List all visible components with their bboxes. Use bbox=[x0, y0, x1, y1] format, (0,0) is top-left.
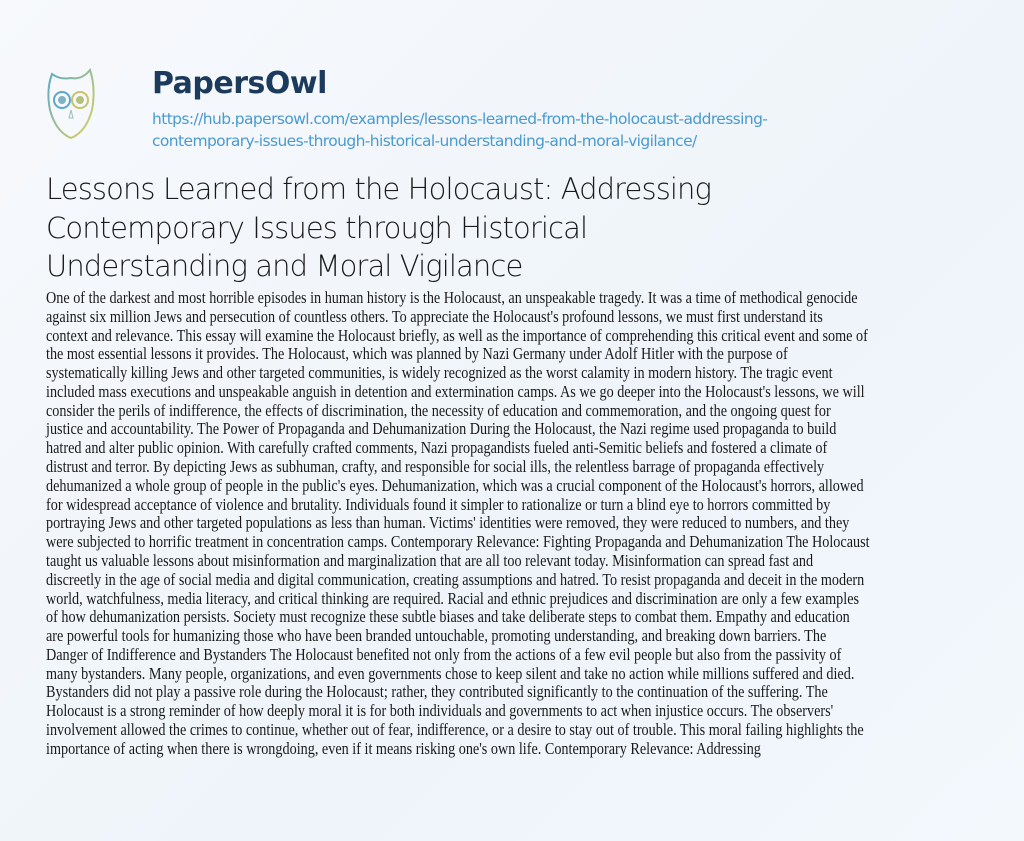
essay-line: consider the perils of indifference, the effects of discrimination, the necessity of education and commemoration, and the ongoing quest for bbox=[46, 400, 831, 420]
essay-line: included mass executions and unspeakable anguish in detention and extermination camps. As we go deeper into the Holocaust's lessons, we will bbox=[46, 381, 865, 401]
essay-line: portraying Jews and other targeted populations as less than human. Victims' identities were removed, they were reduced to numbers, and they bbox=[46, 513, 850, 533]
essay-line: of how dehumanization persists. Society must recognize these subtle biases and take deliberate steps to combat them. Empathy and education bbox=[46, 607, 850, 627]
url-line: https://hub.papersowl.com/examples/lessons-learned-from-the-holocaust-addressing- bbox=[152, 110, 768, 128]
brand-name: PapersOwl bbox=[152, 66, 327, 101]
essay-line: against six million Jews and persecution of countless others. To appreciate the Holocaust's profound lessons, we must first understand its bbox=[46, 306, 823, 326]
essay-line: the most essential lessons it provides. The Holocaust, which was planned by Nazi Germany under Adolf Hitler with the purpose of bbox=[46, 344, 788, 364]
essay-line: taught us valuable lessons about misinformation and marginalization that are all too relevant today. Misinformation can spread fast and bbox=[46, 550, 814, 570]
essay-line: Bystanders did not play a passive role during the Holocaust; rather, they contributed significantly to the continuation of the suffering. The bbox=[46, 682, 828, 702]
page-title bbox=[46, 170, 711, 286]
essay-line: dehumanized a whole group of people in the public's eyes. Dehumanization, which was a crucial component of the Holocaust's horrors, allowed bbox=[46, 475, 864, 495]
title-line: Contemporary Issues through Historical bbox=[46, 210, 588, 245]
essay-line: are powerful tools for humanizing those who have been branded untouchable, promoting understanding, and breaking down barriers. The bbox=[46, 626, 827, 646]
essay-line: involvement allowed the crimes to continue, whether out of fear, indifference, or a desire to stay out of trouble. This moral failing highlights the bbox=[46, 719, 864, 739]
url-line: contemporary-issues-through-historical-understanding-and-moral-vigilance/ bbox=[152, 132, 697, 150]
essay-line: were subjected to horrific treatment in concentration camps. Contemporary Relevance: Fighting Propaganda and Dehumanization The Holocaust bbox=[46, 532, 870, 552]
essay-line: importance of acting when there is wrongdoing, even if it means risking one's own life. Contemporary Relevance: Addressing bbox=[46, 738, 761, 758]
source-url-link[interactable] bbox=[152, 108, 767, 152]
essay-line: Danger of Indifference and Bystanders The Holocaust benefited not only from the actions of a few evil people but also from the passivity of bbox=[46, 644, 842, 664]
essay-line: Holocaust is a strong reminder of how deeply moral it is for both individuals and governments to act when injustice occurs. The observers' bbox=[46, 701, 834, 721]
essay-line: world, watchfulness, media literacy, and critical thinking are required. Racial and ethnic prejudices and discrimination are only a few examples bbox=[46, 588, 860, 608]
essay-line: hatred and alter public opinion. With carefully crafted comments, Nazi propagandists fueled anti-Semitic beliefs and fostered a climate of bbox=[46, 438, 828, 458]
essay-line: many bystanders. Many people, organizations, and even governments chose to keep silent and take no action while millions suffered and died. bbox=[46, 663, 855, 683]
essay-line: distrust and terror. By depicting Jews as subhuman, crafty, and responsible for social ills, the relentless barrage of propaganda effectively bbox=[46, 457, 825, 477]
papersowl-logo-icon bbox=[46, 66, 96, 142]
essay-body bbox=[46, 289, 870, 759]
essay-line: context and relevance. This essay will examine the Holocaust briefly, as well as the importance of comprehending this critical event and some of bbox=[46, 325, 868, 345]
essay-line: justice and accountability. The Power of Propaganda and Dehumanization During the Holocaust, the Nazi regime used propaganda to build bbox=[46, 419, 837, 439]
title-line: Lessons Learned from the Holocaust: Addressing bbox=[46, 172, 712, 206]
essay-line: for widespread acceptance of violence and brutality. Individuals found it simpler to rationalize or turn a blind eye to horrors committed by bbox=[46, 494, 831, 514]
essay-line: One of the darkest and most horrible episodes in human history is the Holocaust, an unspeakable tragedy. It was a time of methodical genocide bbox=[46, 288, 858, 307]
title-line: Understanding and Moral Vigilance bbox=[46, 249, 523, 283]
essay-line: systematically killing Jews and other targeted communities, is widely recognized as the worst calamity in modern history. The tragic event bbox=[46, 363, 833, 383]
essay-line: discreetly in the age of social media and digital communication, creating assumptions and hatred. To resist propaganda and deceit in the modern bbox=[46, 569, 865, 589]
